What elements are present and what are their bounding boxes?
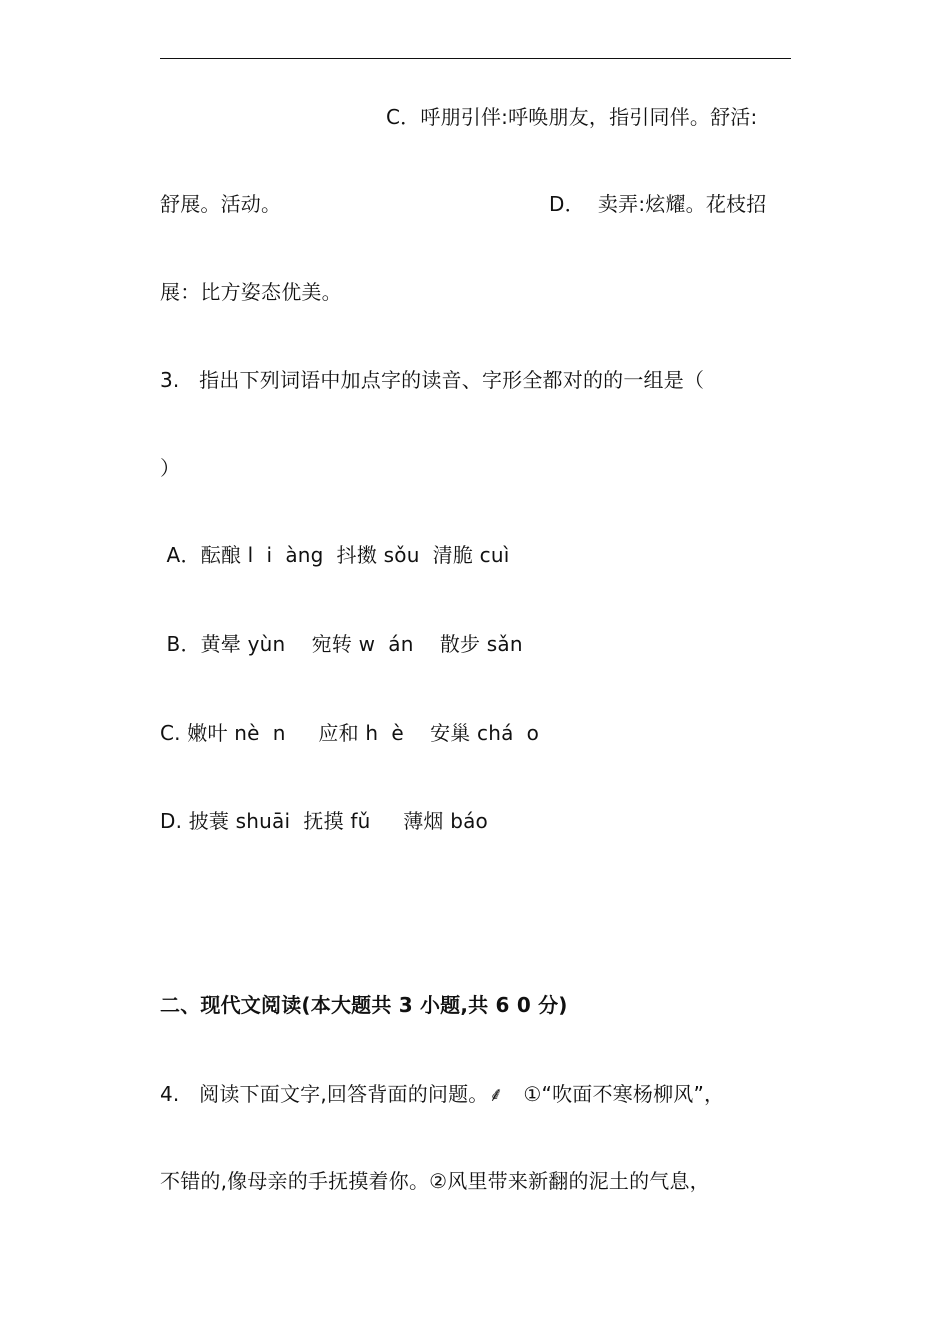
question-3-option-c: C. 嫩叶 nè n 应和 h è 安巢 chá o <box>160 721 540 745</box>
option-c-definition-line: C．呼朋引伴:呼唤朋友，指引同伴。舒活: <box>386 105 758 129</box>
question-3-option-d: D. 披蓑 shuāi 抚摸 fǔ 薄烟 báo <box>160 809 488 833</box>
passage-line: 不错的,像母亲的手抚摸着你。②风里带来新翻的泥土的气息， <box>160 1169 710 1193</box>
question-3-bracket-line: ） <box>160 456 181 480</box>
option-d-continuation-line: 展：比方姿态优美。 <box>160 280 342 304</box>
header-rule <box>160 58 791 59</box>
question-3-option-b: B．黄晕 yùn 宛转 w án 散步 sǎn <box>160 632 523 656</box>
question-3-line: 3. 指出下列词语中加点字的读音、字形全都对的的一组是（ <box>160 368 705 392</box>
question-4-line: 4. 阅读下面文字,回答背面的问题。⸙ ①“吹面不寒杨柳风”， <box>160 1082 725 1106</box>
section-two-heading: 二、现代文阅读(本大题共 3 小题,共 6 0 分) <box>160 993 568 1017</box>
option-d-definition-line: D． 卖弄:炫耀。花枝招 <box>549 192 767 216</box>
question-3-option-a: A．酝酿 l i àng 抖擞 sǒu 清脆 cuì <box>160 543 510 567</box>
option-c-continuation-line: 舒展。活动。 <box>160 192 282 216</box>
